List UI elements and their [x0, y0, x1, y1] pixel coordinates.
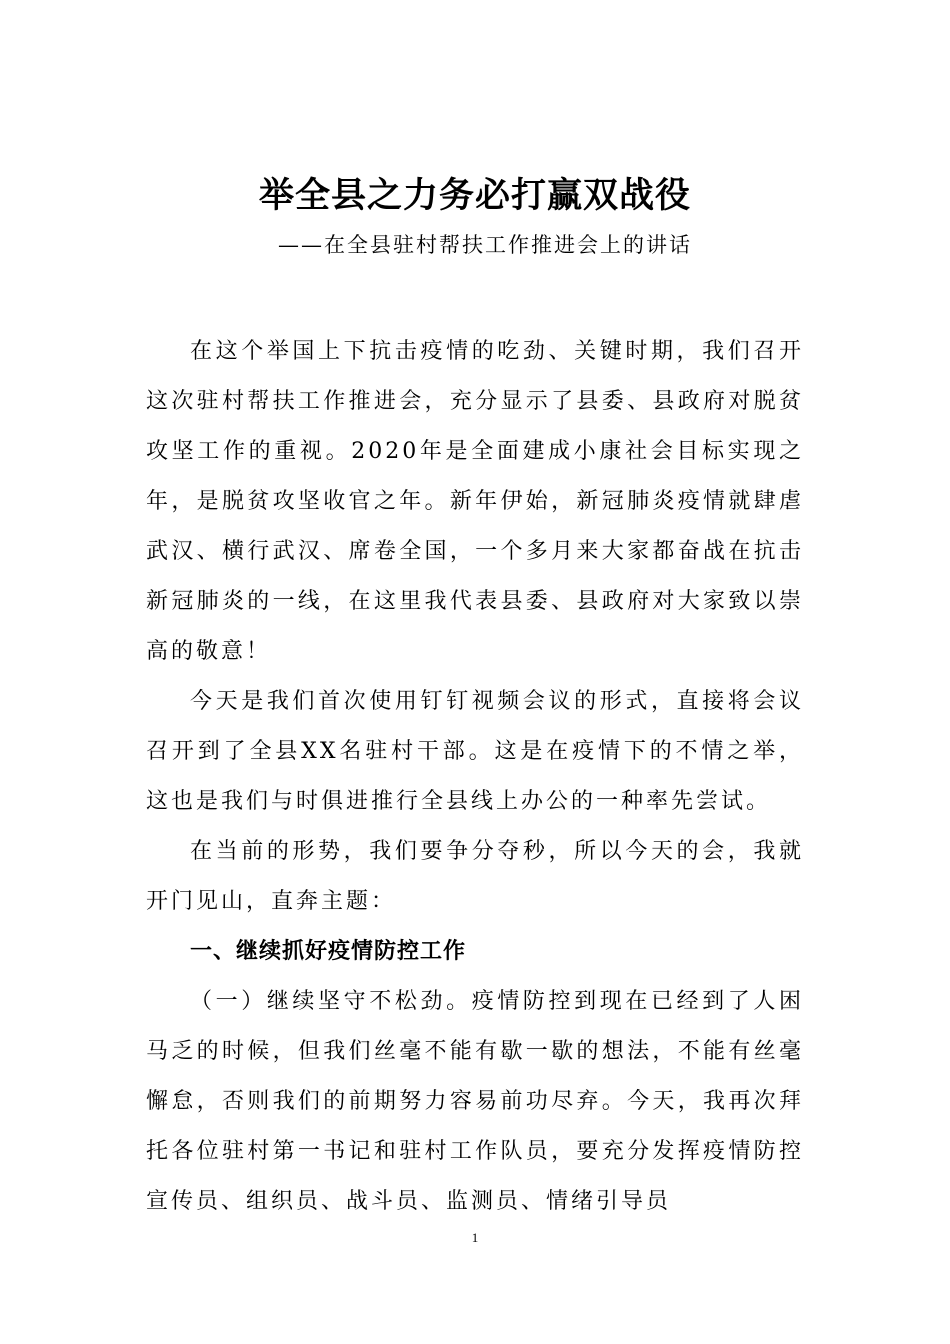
document-title: 举全县之力务必打赢双战役 [258, 175, 691, 216]
document-subtitle: ——在全县驻村帮扶工作推进会上的讲话 [278, 233, 692, 257]
paragraph-intro: 在这个举国上下抗击疫情的吃劲、关键时期，我们召开这次驻村帮扶工作推进会，充分显示了县委、县政府对脱贫攻坚工作的重视。2020年是全面建成小康社会目标实现之年，是脱贫攻坚收官之年。新年伊始，新冠肺炎疫情就肆虐武汉、横行武汉、席卷全国，一个多月来大家都奋战在抗击新冠肺炎的一线，在这里我代表县委、县政府对大家致以崇高的敬意！ [146, 339, 804, 664]
document-body [146, 327, 804, 1227]
paragraph-transition: 在当前的形势，我们要争分夺秒，所以今天的会，我就开门见山，直奔主题： [146, 839, 804, 914]
section-heading: 一、继续抓好疫情防控工作 [190, 939, 467, 964]
page-number: 1 [471, 1230, 479, 1245]
paragraph-section-1-1: （一）继续坚守不松劲。疫情防控到现在已经到了人困马乏的时候，但我们丝毫不能有歇一歇的想法，不能有丝毫懈怠，否则我们的前期努力容易前功尽弃。今天，我再次拜托各位驻村第一书记和驻村工作队员，要充分发挥疫情防控宣传员、组织员、战斗员、监测员、情绪引导员 [146, 989, 804, 1214]
paragraph-meeting-format: 今天是我们首次使用钉钉视频会议的形式，直接将会议召开到了全县XX名驻村干部。这是在疫情下的不情之举，这也是我们与时俱进推行全县线上办公的一种率先尝试。 [146, 689, 804, 814]
